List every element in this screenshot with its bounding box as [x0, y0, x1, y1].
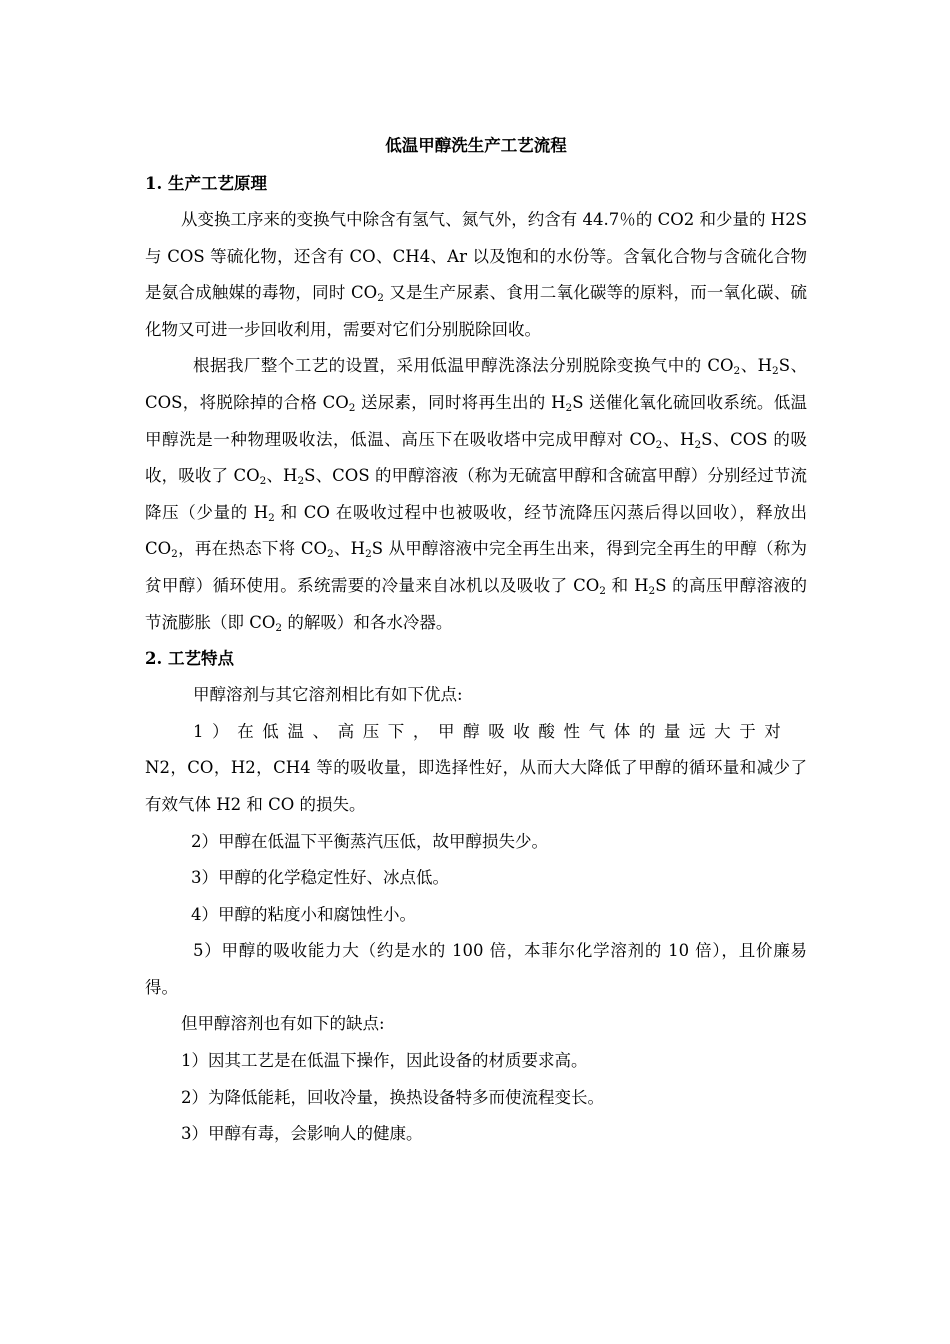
subscript: 2 [348, 401, 356, 414]
text-run: 、H [266, 466, 298, 486]
subscript: 2 [268, 511, 275, 524]
advantage-5: 5）甲醇的吸收能力大（约是水的 100 倍，本菲尔化学溶剂的 10 倍），且价廉易得。 [145, 941, 807, 997]
text-run: S 送催化氧化硫回收系统。低温甲醇洗是一种物理吸收法，低温、高压下在吸收塔中完成甲醇对 CO [145, 392, 807, 449]
advantage-4: 4）甲醇的粘度小和腐蚀性小。 [191, 904, 416, 924]
section-heading-features: 2. 工艺特点 [145, 649, 234, 669]
subscript: 2 [259, 475, 267, 488]
text-run: 、H [662, 429, 695, 449]
disadvantage-1: 1）因其工艺是在低温下操作，因此设备的材质要求高。 [181, 1051, 588, 1071]
advantage-3: 3）甲醇的化学稳定性好、冰点低。 [191, 868, 449, 888]
disadvantage-2: 2）为降低能耗，回收冷量，换热设备特多而使流程变长。 [181, 1087, 604, 1107]
text-run: S、COS 的吸收，吸收了 CO [145, 429, 808, 486]
subscript: 2 [565, 401, 573, 414]
text-run: 从变换工序来的变换气中除含有氢气、氮气外，约含有 44.7％的 CO2 和少量的 H2S 与 COS 等硫化物，还含有 CO、CH4、Ar 以及饱和的水份等。含氧化合物与含硫化合物是氨合成触媒的毒物，同时 CO [145, 210, 807, 303]
advantages-intro: 甲醇溶剂与其它溶剂相比有如下优点: [193, 685, 463, 705]
subscript: 2 [297, 475, 305, 488]
paragraph-principle-2 [145, 348, 807, 641]
subscript: 2 [694, 438, 702, 451]
text-run: 、H [333, 539, 366, 559]
text-run: 又是生产尿素、食用二氧化碳等的原料，而一氧化碳、硫化物又可进一步回收利用，需要对它们分别脱除回收。 [145, 283, 807, 339]
text-run: S、COS 的甲醇溶液（称为无硫富甲醇和含硫富甲醇）分别经过节流降压（少量的 H [145, 466, 807, 522]
subscript: 2 [772, 365, 779, 378]
advantage-1-continued: N2，CO，H2，CH4 等的吸收量，即选择性好，从而大大降低了甲醇的循环量和减少了有效气体 H2 和 CO 的损失。 [145, 758, 807, 814]
subscript: 2 [275, 621, 283, 634]
text-run: 和 H [605, 575, 649, 595]
paragraph-principle-1 [145, 202, 807, 348]
subscript: 2 [377, 292, 384, 305]
text-run: S、COS，将脱除掉的合格 CO [145, 356, 807, 412]
subscript: 2 [326, 548, 334, 561]
subscript: 2 [171, 548, 178, 561]
disadvantage-3: 3）甲醇有毒，会影响人的健康。 [181, 1124, 423, 1144]
subscript: 2 [365, 548, 372, 561]
text-run: 、H [740, 356, 773, 376]
text-run: 的解吸）和各水冷器。 [282, 612, 453, 632]
text-run: S 的高压甲醇溶液的节流膨胀（即 CO [145, 575, 807, 632]
subscript: 2 [648, 584, 656, 597]
subscript: 2 [733, 365, 741, 378]
document-page [145, 128, 807, 1153]
text-run: 和 CO 在吸收过程中也被吸收，经节流降压闪蒸后得以回收），释放出 CO [145, 502, 807, 559]
subscript: 2 [655, 438, 663, 451]
text-run: 送尿素，同时将再生出的 H [355, 392, 566, 412]
advantage-2: 2）甲醇在低温下平衡蒸汽压低，故甲醇损失少。 [191, 831, 548, 851]
disadvantages-intro: 但甲醇溶剂也有如下的缺点: [181, 1014, 385, 1034]
document-title: 低温甲醇洗生产工艺流程 [385, 136, 567, 155]
subscript: 2 [599, 584, 606, 597]
section-heading-principle: 1. 生产工艺原理 [145, 174, 267, 193]
advantage-1-line: 1）在低温、高压下，甲醇吸收酸性气体的量远大于对 [193, 721, 790, 741]
text-run: ，再在热态下将 CO [177, 539, 327, 559]
text-run: S 从甲醇溶液中完全再生出来，得到完全再生的甲醇（称为贫甲醇）循环使用。系统需要的冷量来自冰机以及吸收了 CO [145, 539, 807, 595]
text-run: 根据我厂整个工艺的设置，采用低温甲醇洗涤法分别脱除变换气中的 CO [193, 356, 734, 376]
